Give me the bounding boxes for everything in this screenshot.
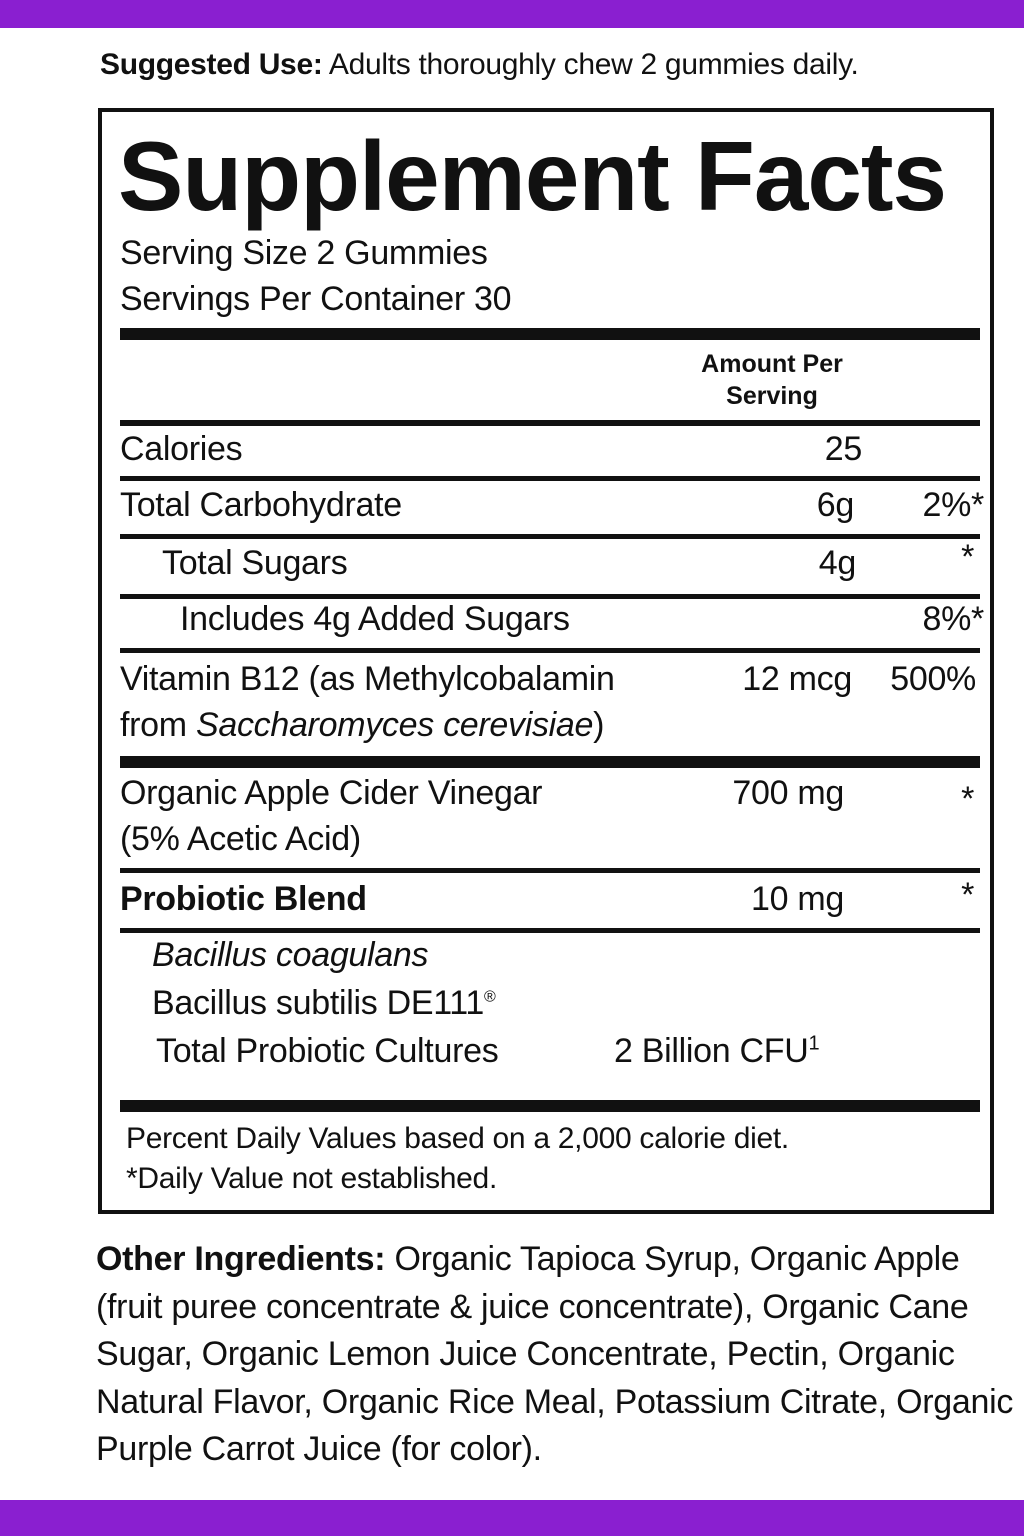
servings-per-container: Servings Per Container 30	[120, 280, 512, 318]
footnote-daily-values: Percent Daily Values based on a 2,000 calorie diet.	[126, 1122, 789, 1155]
supplement-facts-panel	[98, 108, 994, 1214]
amount-per-serving-header	[662, 348, 882, 412]
thick-divider	[120, 328, 980, 340]
suggested-use	[100, 48, 859, 82]
amount-header-line1: Amount Per	[701, 350, 843, 378]
row-vitamin-b12-dv: 500%	[890, 660, 976, 698]
total-probiotic-cultures-value	[614, 1032, 819, 1071]
divider	[120, 868, 980, 873]
divider	[120, 534, 980, 539]
divider	[120, 928, 980, 933]
cfu-footnote-mark: 1	[808, 1032, 820, 1055]
amount-header-line2: Serving	[726, 382, 818, 410]
row-total-sugars-dv: *	[961, 538, 974, 576]
other-ingredients-text: Organic Tapioca Syrup, Organic Apple (fruit puree concentrate & juice concentrate), Organic Cane Sugar, Organic Lemon Juice Concentrate, Pectin, Organic Natural Flavor, Organic Rice Meal, Potassium Citrate, Organic Purple Carrot Juice (for color).	[96, 1240, 1014, 1468]
top-accent-band	[0, 0, 1024, 28]
serving-size: Serving Size 2 Gummies	[120, 234, 488, 272]
row-vitamin-b12-amount: 12 mcg	[742, 660, 852, 698]
row-acv-amount: 700 mg	[732, 774, 844, 812]
row-probiotic-blend-dv: *	[961, 876, 974, 914]
row-carbohydrate-amount: 6g	[816, 486, 854, 524]
registered-mark: ®	[484, 988, 496, 1006]
suggested-use-text: Adults thoroughly chew 2 gummies daily.	[322, 48, 859, 81]
b12-source-suffix: )	[593, 706, 605, 744]
b12-source-organism: Saccharomyces cerevisiae	[195, 706, 594, 744]
row-total-sugars-label: Total Sugars	[162, 544, 348, 582]
probiotic-strain-subtilis	[152, 984, 496, 1023]
total-probiotic-cultures-label: Total Probiotic Cultures	[156, 1032, 499, 1070]
row-carbohydrate-dv: 2%*	[922, 486, 984, 524]
row-total-sugars-amount: 4g	[818, 544, 856, 582]
divider	[120, 594, 980, 599]
divider	[120, 420, 980, 426]
row-vitamin-b12-label-line2	[120, 706, 604, 745]
divider	[120, 648, 980, 653]
cfu-value: 2 Billion CFU	[614, 1032, 809, 1070]
row-vitamin-b12-label-line1: Vitamin B12 (as Methylcobalamin	[120, 660, 615, 698]
b12-source-prefix: from	[120, 706, 196, 744]
row-added-sugars-label: Includes 4g Added Sugars	[180, 600, 570, 638]
other-ingredients-label: Other Ingredients:	[96, 1240, 386, 1278]
strain-subtilis-text: Bacillus subtilis DE111	[152, 984, 484, 1022]
row-acv-label-line1: Organic Apple Cider Vinegar	[120, 774, 543, 812]
suggested-use-label: Suggested Use:	[100, 48, 323, 81]
bottom-accent-band	[0, 1500, 1024, 1536]
row-carbohydrate-label: Total Carbohydrate	[120, 486, 402, 524]
row-acv-dv: *	[961, 780, 974, 818]
row-added-sugars-dv: 8%*	[922, 600, 984, 638]
thick-divider	[120, 1100, 980, 1112]
row-calories-amount: 25	[824, 430, 862, 468]
thick-divider	[120, 756, 980, 768]
other-ingredients	[96, 1236, 1016, 1474]
divider	[120, 476, 980, 481]
row-acv-label-line2: (5% Acetic Acid)	[120, 820, 361, 858]
probiotic-strain-coagulans: Bacillus coagulans	[152, 936, 429, 974]
row-probiotic-blend-label: Probiotic Blend	[120, 880, 367, 918]
row-calories-label: Calories	[120, 430, 243, 468]
panel-title: Supplement Facts	[118, 121, 947, 231]
row-probiotic-blend-amount: 10 mg	[751, 880, 844, 918]
footnote-not-established: *Daily Value not established.	[126, 1162, 497, 1195]
